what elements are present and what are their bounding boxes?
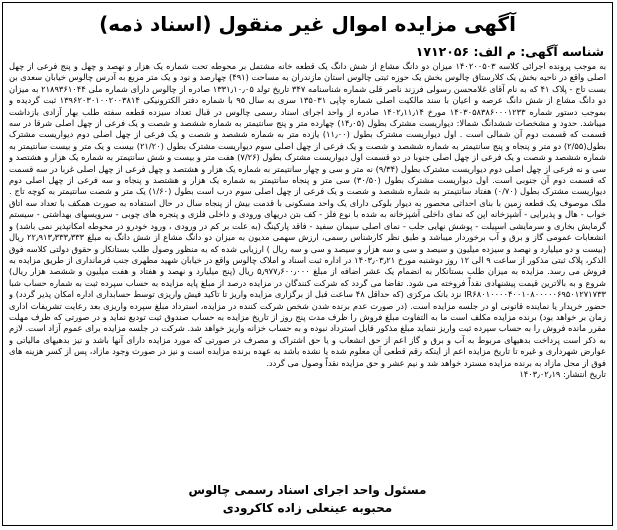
signature-office: مسئول واحد اجرای اسناد رسمی چالوس — [188, 483, 427, 497]
notice-id: شناسه آگهی: م الف: ۱۷۱۲۰۵۶ — [415, 44, 604, 59]
publish-date: تاریخ انتشار: ۱۴۰۳٫۰۲٫۱۹ — [519, 368, 606, 379]
notice-frame — [2, 2, 613, 526]
signature-block — [3, 481, 612, 517]
notice-body-text: به موجب پرونده اجرائی کلاسه ۱۴۰۲۰۰۵۰۳ میزان دو دانگ مشاع از شش دانگ یک قطعه خانه مشتمل بر محوطه تحت شماره یک هزار و نهصد و چهل و پنج فرعی از چهل اصلی واقع در ناحیه بخش یک کلارستاق چالوس بخش یک حوزه ثبتی چالوس استان مازندران به مساحت (۴۹۱) چهارصد و نود و یک متر مربع به آدرس چالوس خیابان سعدی بن بست تاج - پلاک ۴۱ که به نام آقای غلامحسن رسولی فرزند ناصر قلی شماره شناسنامه ۳۴۷ تاریخ تولد ۱۳۳۱٫۱۰٫۰۵ صادره از چالوس دارای شماره ملی ۲۱۸۹۳۶۱۰۴۴ به میزان دو دانگ مشاع از شش دانگ عرصه و اعیان با سند مالکیت اصلی شماره چاپی ۱۳۵۰۳۱ سری به سال ۹۵ با شماره دفتر الکترونیکی ۱۳۹۶۲۰۳۰۱۰۰۲۰۰۳۸۱۴ ثبت گردیده و بموجب دستور شماره ۱۴۰۳۰۵۸۳۸۶۰۰۰۱۲۳۳ مورخ ۱۴۰۲٫۱۱٫۱۴ صادره از واحد اجرای اسناد رسمی چالوس در قبال تعداد سیزده قطعه سفته طلب بهار آزادی بازداشت میباشد. حدود و مشخصات ششدانگ شمالا: دیواریست مشترک بطول (۱۴٫۰۵) چهارده متر و پنج سانتیمتر به شماره ششصد و شصت و یک فرعی از چهل اصلی شرقا در سه قسمت که قسمت دوم آن شمالی است . اول دیواریست مشترک بطول (۱۱٫۰۰) یازده متر به شماره ششصد و شصت و یک فرعی از چهل اصلی دوم دیواریست مشترک بطول(۲/۵۵) دو متر و پنجاه و پنج سانتیمتر به شماره ششصد و شصت و یک فرعی از چهل اصلی سوم دیواریست مشترک بطول (۲۱/۲۰) بیست و یک متر و بیست سانتیمتر به شماره ششصد و شصت و یک فرعی از چهل اصلی جنوبا در دو قسمت اول دیواریست مشترک بطول (۷/۲۶) هفت متر و بیست و شش سانتیمتر به شماره یک هزار و هشتصد و سی و نه فرعی از چهل اصلی دوم دیواریست مشترک بطول (۹/۳۴) نه متر و سی و چهار سانتیمتر به شماره یک هزار و هشتصد و چهل فرعی از چهل اصلی غربا در سه قسمت که قسمت دوم آن جنوبی است. اول دیواریست مشترک بطول (۳۰/۵۰) سی متر و پنجاه سانتیمتر به شماره یک هزار و هشتصد و پنجاه و سه فرعی از چهل اصلی دوم دیواریست مشترک بطول (۰/۷۰) هفتاد سانتیمتر به شماره ششصد و شصت و یک فرعی از چهل اصلی سوم درب است بطول (۱/۶۰) یک متر و شصت سانتیمتر به کوچه تاج . ملک موصوف یک قطعه زمین با بنای احداثی محصور به دیوار بلوکی دارای یک واحد مسکونی با قدمت بیش از پنجاه سال در حال استفاده به صورت همکف با تعداد سه اتاق خواب - هال و پذیرایی - آشپزخانه اپن که نمای داخلی آشپزخانه به شده با نوع فلز - کف بتن دریهای ورودی و داخلی فلزی و پنجره های چوبی - سرویسهای بهداشتی - سیستم گرمایش بخاری و سرمایشی اسپیلت - پوشش نهایی جلب - نمای اصلی سیمان سفید - فاقد پارکینگ (به علت بر کم در ورودی ، ورود خودرو در محوطه امکانپذیر نمی باشد) و انشعابات عمومی گاز و برق و آب برخوردار میباشد و طبق نظر کارشناس رسمی، ارزش سهمی مدیون به میزان دو دانگ مشاع از شش دانگ به مبلغ ۲۲٫۹۱۳٫۳۳۳٫۳۳۳ ریال (بیست و دو میلیارد و نهصد و سیزده میلیون و سیصد و سی و سه هزار و سیصد و سی و سه ریال ) ارزیابی شده که به منظور وصول طلب بستانکار و حقوق دولتی کلاسه فوق الذکر، پلاک ثبتی مذکور از ساعت ۹ الی ۱۲ روز دوشنبه مورخ ۱۴۰۳٫۰۳٫۲۱ در اداره ثبت اسناد و املاک چالوس واقع در خیابان شهید مطهری جنب فرمانداری از طریق مزایده به فروش می رسد. مزایده به میزان طلب بستانکار به انضمام یک عشر اضافه از مبلغ ۵٫۹۷۷٫۶۰۰٫۰۰۰ ریال (پنج میلیارد و نهصد و هفتاد و هفت میلیون و ششصد هزار ریال) شروع و به بالاترین قیمت پیشنهادی نقداً فروخته می شود. تقاضا می گردد که شرکت کنندگان در مزایده درصد از مبلغ پایه مزایده به حساب سپرده ثبت به شماره حساب شبا IR۶۸۰۱۰۰۰۰۴۰۰۱۰۸۰۰۰۰۰۶۹۵۰۱۲۷۱۷۳۳ نزد بانک مرکزی (که حداقل ۴۸ ساعت قبل از برگزاری مزایده واریز تا تاکید فیش واریزی توسط حسابداری اداره امکان پذیر گردد) و حضور خریدار یا نماینده قانونی او در جلسه مزایده است. (در صورت عدم برنده شدن شخص شرکت کننده در مزایده، استرداد مبلغ سپرده واریزی بعد رعایت تشریفات اداری زمان بر خواهد بود) برنده مزایده مکلف است ما به التفاوت مبلغ فروش را ظرف مدت پنج روز از تاریخ مزایده به حساب صندوق ثبت تودیع نماید و در صورتی که ظرف مهلت مقرر مانده فروش را به حساب سپرده ثبت واریز ننماید مبلغ مذکور قابل استرداد نبوده و به حساب خزانه واریز خواهد شد. شرکت در جلسه مزایده برای عموم آزاد است. لازم به ذکر است پرداخت بدهیهای مربوط به آب و برق و گاز اعم از حق انشعاب و یا حق اشتراک و مصرف در صورتی که مورد مزایده دارای آنها باشد و نیز بدهیهای مالیاتی و عوارض شهرداری و غیره تا تاریخ مزایده اعم از اینکه رقم قطعی آن معلوم شده یا نشده باشد به عهده برنده مزایده است و نیز در صورت وجود مازاد، پس از کسر هزینه های فوق از محل مازاد به برنده مزایده مسترد خواهد شد و نیم عشر و حق مزایده نقداً وصول می گردد. — [9, 61, 606, 368]
title-row — [3, 11, 612, 39]
notice-body — [9, 61, 606, 473]
signature-name: محبوبه عینعلی زاده کاکرودی — [222, 501, 393, 515]
notice-title: آگهی مزایده اموال غیر منقول (اسناد ذمه) — [99, 12, 516, 36]
